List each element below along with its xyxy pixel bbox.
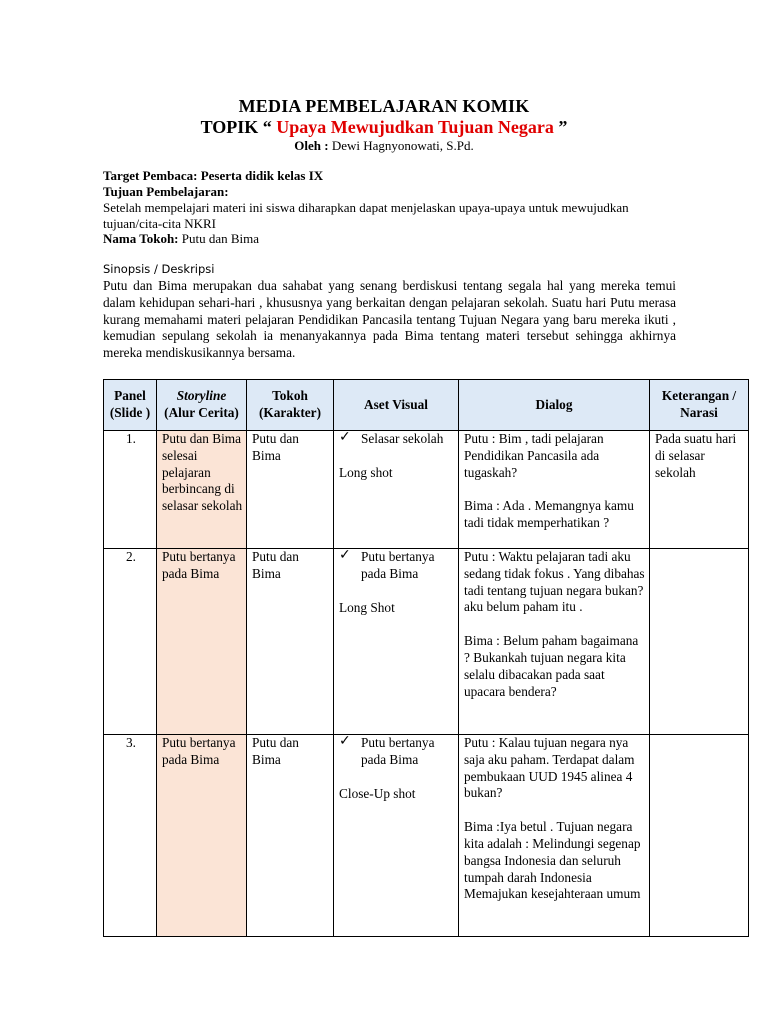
target-label: Target Pembaca: xyxy=(103,168,198,183)
learning-goal-heading: Tujuan Pembelajaran: xyxy=(103,183,229,199)
topic-suffix: ” xyxy=(553,117,568,137)
aset-item: Selasar sekolah xyxy=(361,431,444,446)
header-storyline: Storyline (Alur Cerita) xyxy=(157,380,247,431)
tokoh-cell: Putu dan Bima xyxy=(247,735,334,937)
keterangan-cell xyxy=(650,549,749,735)
target-reader xyxy=(103,168,683,184)
topic-text: Upaya Mewujudkan Tujuan Negara xyxy=(276,117,554,137)
dialog-line: Bima :Iya betul . Tujuan negara kita adalah : Melindungi segenap bangsa Indonesia dan seluruh tumpah darah Indonesia Memajukan kesejahteraan umum xyxy=(464,819,641,902)
aset-visual-cell xyxy=(334,549,459,735)
table-header-row xyxy=(104,380,749,431)
dialog-line: Putu : Waktu pelajaran tadi aku sedang tidak fokus . Yang dibahas tadi tentang tujuan negara bukan? aku belum paham itu . xyxy=(464,549,645,615)
header-aset-visual: Aset Visual xyxy=(334,380,459,431)
panel-number: 3. xyxy=(104,735,157,937)
tokoh-cell: Putu dan Bima xyxy=(247,549,334,735)
document-title: MEDIA PEMBELAJARAN KOMIK xyxy=(238,96,530,116)
dialog-cell xyxy=(459,735,650,937)
dialog-line: Putu : Bim , tadi pelajaran Pendidikan Pancasila ada tugaskah? xyxy=(464,431,604,480)
table-row xyxy=(104,549,749,735)
character-names xyxy=(103,231,683,247)
title-block xyxy=(0,96,768,154)
storyline-cell: Putu bertanya pada Bima xyxy=(157,549,247,735)
character-label: Nama Tokoh: xyxy=(103,231,179,246)
storyboard-table xyxy=(103,379,749,937)
synopsis-heading: Sinopsis / Deskripsi xyxy=(103,262,215,276)
aset-item: Putu bertanya pada Bima xyxy=(361,549,435,581)
target-value: Peserta didik kelas IX xyxy=(197,168,324,183)
author-line xyxy=(0,138,768,154)
checkmark-icon: ✓ xyxy=(339,429,351,445)
dialog-line: Putu : Kalau tujuan negara nya saja aku paham. Terdapat dalam pembukaan UUD 1945 alinea 4 bukan? xyxy=(464,735,635,801)
table-row xyxy=(104,735,749,937)
checkmark-icon: ✓ xyxy=(339,733,351,749)
dialog-cell xyxy=(459,549,650,735)
dialog-line: Bima : Ada . Memangnya kamu tadi tidak memperhatikan ? xyxy=(464,498,634,531)
dialog-cell xyxy=(459,431,650,549)
keterangan-cell: Pada suatu hari di selasar sekolah xyxy=(650,431,749,549)
aset-item: Putu bertanya pada Bima xyxy=(361,735,435,767)
storyline-cell: Putu dan Bima selesai pelajaran berbincang di selasar sekolah xyxy=(157,431,247,549)
panel-number: 2. xyxy=(104,549,157,735)
learning-goal-text: Setelah mempelajari materi ini siswa diharapkan dapat menjelaskan upaya-upaya untuk mewujudkan tujuan/cita-cita NKRI xyxy=(103,200,629,231)
shot-type: Long Shot xyxy=(339,599,395,615)
aset-visual-cell xyxy=(334,735,459,937)
header-tokoh: Tokoh (Karakter) xyxy=(247,380,334,431)
character-value: Putu dan Bima xyxy=(178,231,260,246)
table-row xyxy=(104,431,749,549)
topic-prefix: TOPIK “ xyxy=(200,117,277,137)
dialog-line: Bima : Belum paham bagaimana ? Bukankah tujuan negara kita selalu dibacakan pada saat upacara bendera? xyxy=(464,633,639,699)
shot-type: Long shot xyxy=(339,464,393,480)
meta-block xyxy=(103,168,683,247)
synopsis-text: Putu dan Bima merupakan dua sahabat yang senang berdiskusi tentang segala hal yang mereka temui dalam kehidupan sehari-hari , khususnya yang berkaitan dengan pelajaran sekolah. Suatu hari Putu merasa kurang memahami materi pelajaran Pendidikan Pancasila tentang Tujuan Negara yang baru mereka ikuti , kemudian sepulang sekolah ia menanyakannya pada Bima tentang materi tersebut sehingga akhirnya mereka mendiskusikannya bersama. xyxy=(103,278,676,361)
author-label: Oleh : xyxy=(294,138,329,153)
storyline-cell: Putu bertanya pada Bima xyxy=(157,735,247,937)
header-dialog: Dialog xyxy=(459,380,650,431)
checkmark-icon: ✓ xyxy=(339,547,351,563)
shot-type: Close-Up shot xyxy=(339,785,416,801)
header-keterangan: Keterangan / Narasi xyxy=(650,380,749,431)
aset-visual-cell xyxy=(334,431,459,549)
header-panel: Panel (Slide ) xyxy=(104,380,157,431)
author-name: Dewi Hagnyonowati, S.Pd. xyxy=(328,138,474,153)
tokoh-cell: Putu dan Bima xyxy=(247,431,334,549)
keterangan-cell xyxy=(650,735,749,937)
topic-line xyxy=(0,116,768,138)
panel-number: 1. xyxy=(104,431,157,549)
